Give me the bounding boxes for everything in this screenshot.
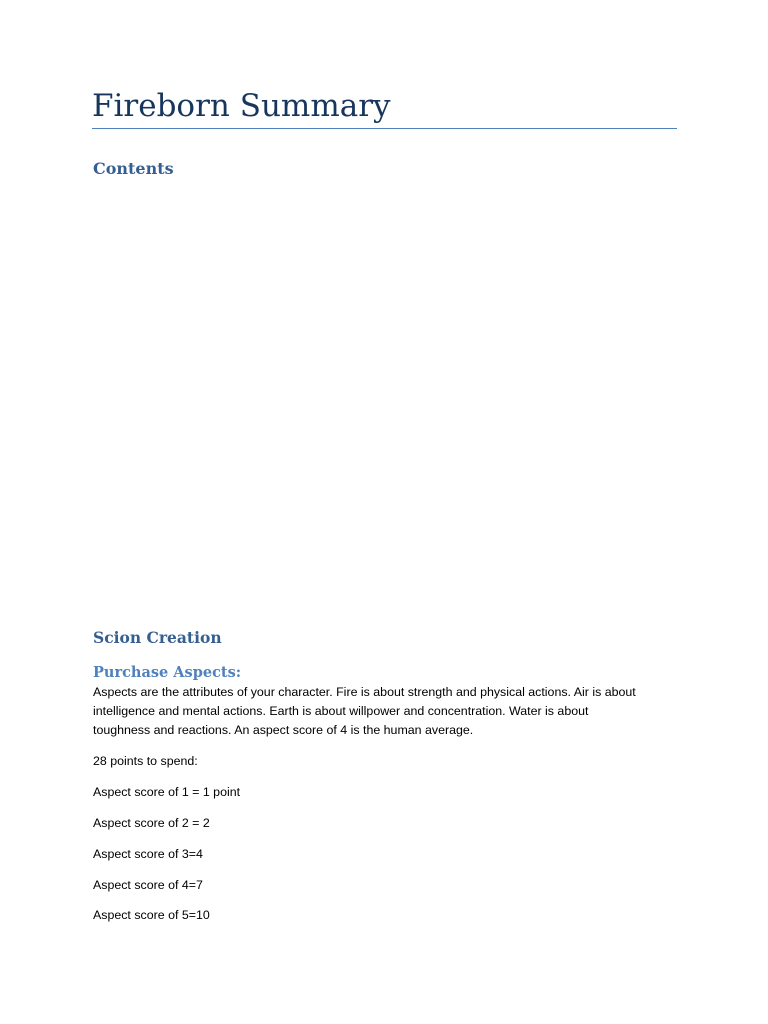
- aspect-cost-line: Aspect score of 5=10: [93, 908, 210, 922]
- toc-heading: Contents: [93, 159, 174, 178]
- paragraph-line: Aspects are the attributes of your character. Fire is about strength and physical actions. Air is about: [93, 685, 636, 699]
- subsection-heading-purchase-aspects: Purchase Aspects:: [93, 664, 242, 681]
- paragraph-line: toughness and reactions. An aspect score of 4 is the human average.: [93, 723, 474, 737]
- aspect-cost-line: Aspect score of 2 = 2: [93, 816, 210, 830]
- aspect-cost-line: Aspect score of 4=7: [93, 878, 203, 892]
- paragraph-line: intelligence and mental actions. Earth is about willpower and concentration. Water is about: [93, 704, 589, 718]
- aspects-paragraph: [93, 683, 678, 740]
- points-to-spend-line: 28 points to spend:: [93, 754, 198, 768]
- document-title: Fireborn Summary: [92, 88, 391, 124]
- aspect-cost-line: Aspect score of 3=4: [93, 847, 203, 861]
- aspect-cost-line: Aspect score of 1 = 1 point: [93, 785, 241, 799]
- section-heading-scion-creation: Scion Creation: [93, 628, 222, 647]
- title-underline: [92, 128, 677, 129]
